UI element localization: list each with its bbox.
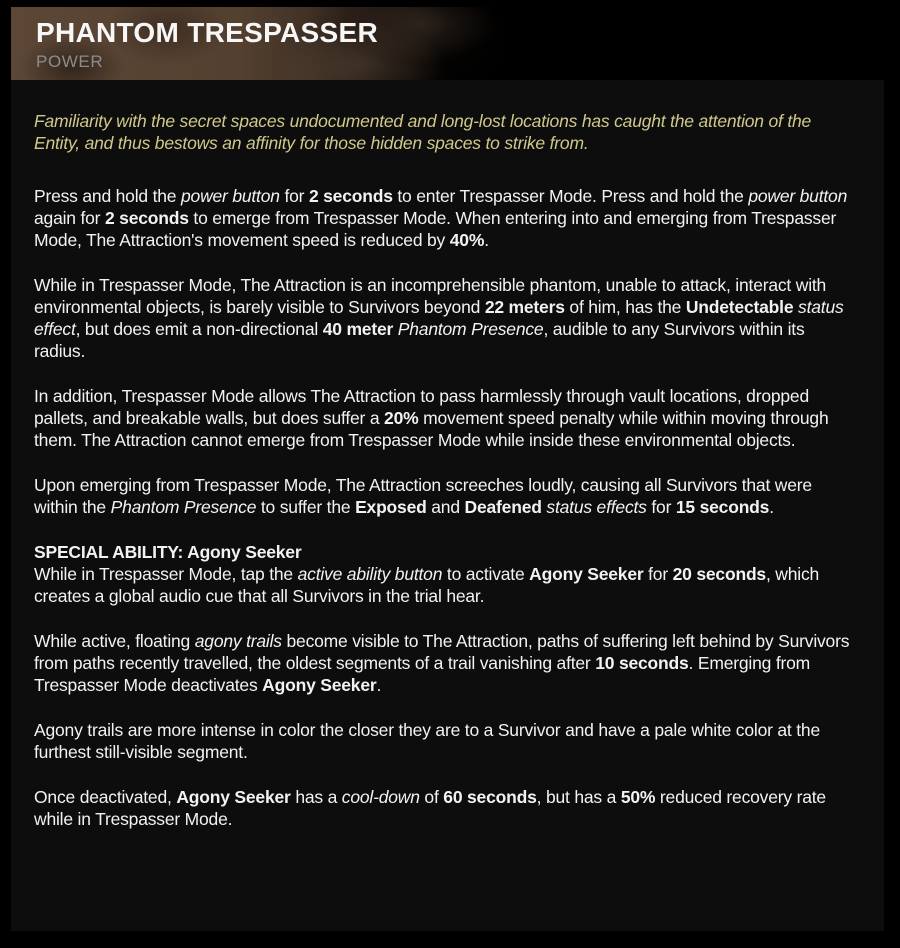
text-segment: cool-down	[341, 787, 420, 807]
text-segment: 2 seconds	[104, 208, 189, 228]
text-segment: Press and hold the	[34, 186, 181, 206]
text-segment: status effect	[34, 297, 844, 339]
text-segment: Deafened	[464, 497, 542, 517]
text-segment: status effects	[546, 497, 647, 517]
text-segment: for	[646, 497, 676, 517]
text-segment: of	[419, 787, 444, 807]
text-segment: While in Trespasser Mode, tap the	[34, 564, 298, 584]
text-segment: , but has a	[536, 787, 621, 807]
power-type-label: POWER	[36, 51, 104, 71]
text-segment: , audible to any Survivors within its radius.	[34, 319, 805, 361]
flavor-text	[34, 110, 858, 154]
text-segment: power button	[748, 186, 848, 206]
text-segment: , but does emit a non-directional	[75, 319, 323, 339]
power-panel	[11, 7, 884, 931]
description-paragraph	[34, 786, 858, 830]
text-segment: to suffer the	[256, 497, 356, 517]
text-segment: for	[643, 564, 673, 584]
text-segment: Phantom Presence	[397, 319, 544, 339]
text-segment: Once deactivated,	[34, 787, 177, 807]
text-segment: While in Trespasser Mode, The Attraction is an incomprehensible phantom, unable to attack, interact with environmental objects, is barely visible to Survivors beyond	[34, 275, 827, 317]
text-segment: While active, floating	[34, 631, 195, 651]
text-segment: agony trails	[194, 631, 282, 651]
description-paragraph	[34, 274, 858, 362]
text-segment: has a	[290, 787, 342, 807]
text-segment: .	[376, 675, 382, 695]
text-segment: 20%	[384, 408, 419, 428]
text-segment: for	[279, 186, 309, 206]
text-segment: In addition, Trespasser Mode allows The Attraction to pass harmlessly through vault locations, dropped pallets, and breakable walls, but does suffer a	[34, 386, 809, 428]
description-paragraph	[34, 541, 858, 607]
description-paragraph	[34, 474, 858, 518]
text-segment: to activate	[442, 564, 530, 584]
text-segment: .	[769, 497, 774, 517]
power-description	[11, 80, 884, 830]
text-segment: 40%	[449, 230, 485, 250]
text-segment: movement speed penalty while within moving through them. The Attraction cannot emerge from Trespasser Mode while inside these environmental objects.	[34, 408, 829, 450]
text-segment: 50%	[620, 787, 656, 807]
text-segment: 22 meters	[484, 297, 565, 317]
text-segment: to enter Trespasser Mode. Press and hold the	[392, 186, 749, 206]
text-segment: become visible to The Attraction, paths of suffering left behind by Survivors from paths recently travelled, the oldest segments of a trail vanishing after	[34, 631, 850, 673]
text-segment: Agony Seeker	[529, 564, 644, 584]
text-segment: reduced recovery rate while in Trespasser Mode.	[34, 787, 826, 829]
text-segment: 15 seconds	[675, 497, 770, 517]
text-segment: , which creates a global audio cue that all Survivors in the trial hear.	[34, 564, 820, 606]
text-segment: Undetectable	[685, 297, 794, 317]
text-segment: 10 seconds	[595, 653, 689, 673]
text-segment: again for	[34, 208, 105, 228]
power-header	[11, 7, 884, 80]
text-segment: 40 meter	[322, 319, 394, 339]
text-segment: 60 seconds	[443, 787, 537, 807]
text-segment: of him, has the	[564, 297, 686, 317]
power-title: PHANTOM TRESPASSER	[36, 17, 378, 48]
text-segment: Familiarity with the secret spaces undocumented and long-lost locations has caught the attention of the Entity, and thus bestows an affinity for those hidden spaces to strike from.	[34, 111, 812, 153]
description-paragraph	[34, 385, 858, 451]
text-segment: Agony Seeker	[176, 787, 291, 807]
text-segment: active ability button	[297, 564, 443, 584]
text-segment: 20 seconds	[672, 564, 766, 584]
text-segment: and	[426, 497, 465, 517]
description-paragraph	[34, 630, 858, 696]
text-segment: 2 seconds	[308, 186, 393, 206]
text-segment: power button	[181, 186, 280, 206]
text-segment: Phantom Presence	[110, 497, 257, 517]
text-segment: . Emerging from Trespasser Mode deactivates	[34, 653, 811, 695]
text-segment: Agony trails are more intense in color the closer they are to a Survivor and have a pale white color at the furthest still-visible segment.	[34, 720, 820, 762]
text-segment: Exposed	[355, 497, 427, 517]
text-segment: .	[484, 230, 489, 250]
text-segment: Upon emerging from Trespasser Mode, The Attraction screeches loudly, causing all Survivors that were within the	[34, 475, 812, 517]
text-segment: to emerge from Trespasser Mode. When entering into and emerging from Trespasser Mode, The Attraction's movement speed is reduced by	[34, 208, 837, 250]
text-segment: SPECIAL ABILITY: Agony Seeker	[34, 542, 302, 562]
description-paragraph	[34, 185, 858, 251]
description-paragraph	[34, 719, 858, 763]
text-segment: Agony Seeker	[262, 675, 377, 695]
